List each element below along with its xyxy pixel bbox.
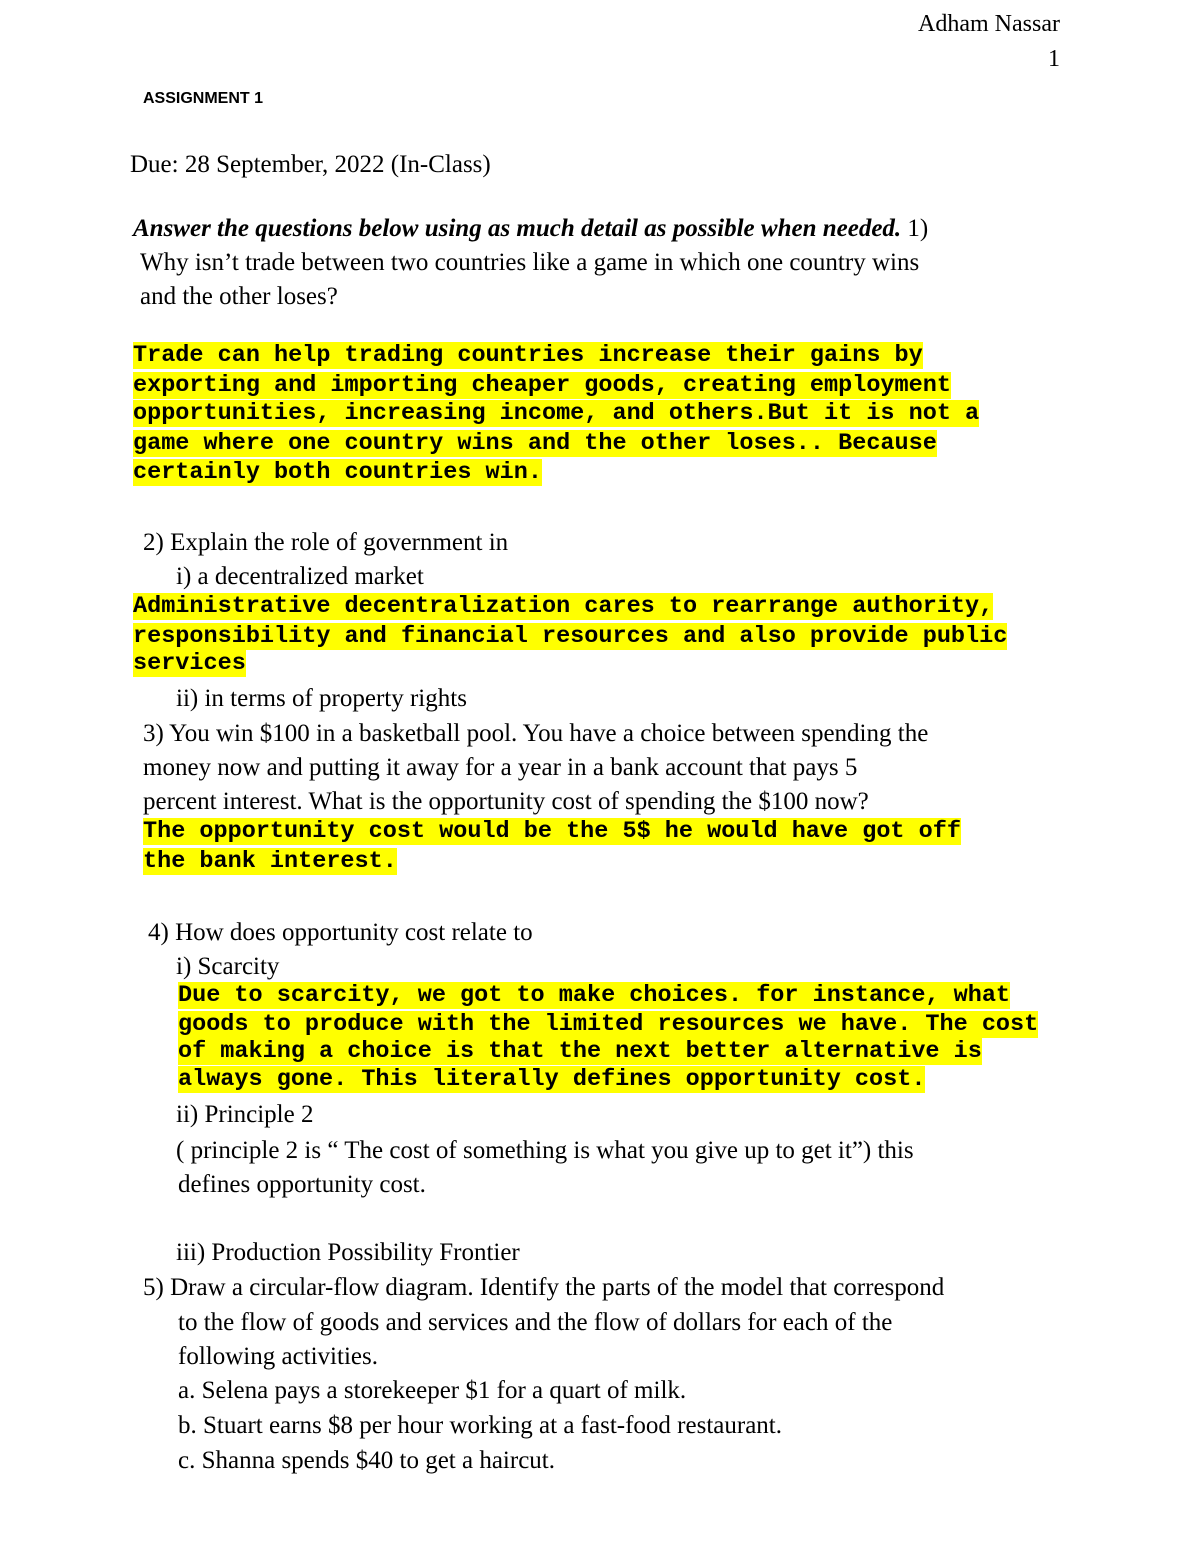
q3-answer-line: the bank interest. (143, 848, 397, 875)
q4-question: 4) How does opportunity cost relate to (148, 919, 533, 946)
q4-part-ii: ii) Principle 2 (176, 1101, 314, 1128)
q4-part-i: i) Scarcity (176, 953, 280, 980)
q3-line: percent interest. What is the opportunity cost of spending the $100 now? (143, 788, 869, 815)
q5-line: to the flow of goods and services and the flow of dollars for each of the (178, 1309, 893, 1336)
q5-item: c. Shanna spends $40 to get a haircut. (178, 1447, 555, 1474)
q4-answer-ii-line: defines opportunity cost. (178, 1171, 426, 1198)
q4-answer-ii-line: ( principle 2 is “ The cost of something is what you give up to get it”) this (176, 1137, 914, 1164)
q1-answer-line: Trade can help trading countries increase their gains by (133, 342, 923, 369)
q1-answer-line: game where one country wins and the other loses.. Because (133, 430, 937, 457)
q5-line: following activities. (178, 1343, 378, 1370)
q1-line: Why isn’t trade between two countries like a game in which one country wins (140, 249, 920, 276)
page-number: 1 (1048, 46, 1060, 72)
q2-answer-line: responsibility and financial resources and also provide public (133, 623, 1008, 650)
q3-line: money now and putting it away for a year in a bank account that pays 5 (143, 754, 858, 781)
q2-answer-line: services (133, 650, 246, 677)
q5-item: a. Selena pays a storekeeper $1 for a quart of milk. (178, 1377, 687, 1404)
q2-answer-line: Administrative decentralization cares to rearrange authority, (133, 593, 994, 620)
q5-item: b. Stuart earns $8 per hour working at a fast-food restaurant. (178, 1412, 782, 1439)
author-name: Adham Nassar (918, 11, 1060, 37)
q1-answer-line: exporting and importing cheaper goods, creating employment (133, 372, 951, 399)
q4-answer-line: goods to produce with the limited resources we have. The cost (178, 1011, 1039, 1038)
instructions: Answer the questions below using as much detail as possible when needed. (133, 215, 902, 242)
q1-line: and the other loses? (140, 283, 338, 310)
q1-answer-line: certainly both countries win. (133, 459, 542, 486)
q2-part-i: i) a decentralized market (176, 563, 424, 590)
q2-part-ii: ii) in terms of property rights (176, 685, 467, 712)
due-date: Due: 28 September, 2022 (In-Class) (130, 151, 491, 178)
q1-answer-line: opportunities, increasing income, and others.But it is not a (133, 400, 980, 427)
instructions-line (133, 212, 928, 246)
q5-line: 5) Draw a circular-flow diagram. Identify the parts of the model that correspond (143, 1274, 945, 1301)
q4-answer-line: Due to scarcity, we got to make choices. for instance, what (178, 982, 1011, 1009)
q4-answer-line: always gone. This literally defines opportunity cost. (178, 1066, 926, 1093)
q3-answer-line: The opportunity cost would be the 5$ he would have got off (143, 818, 961, 845)
q2-question: 2) Explain the role of government in (143, 529, 509, 556)
assignment-title: ASSIGNMENT 1 (143, 90, 264, 107)
q4-part-iii: iii) Production Possibility Frontier (176, 1239, 520, 1266)
q3-line: 3) You win $100 in a basketball pool. You have a choice between spending the (143, 720, 929, 747)
q4-answer-line: of making a choice is that the next better alternative is (178, 1038, 982, 1065)
q1-number: 1) (901, 215, 929, 242)
